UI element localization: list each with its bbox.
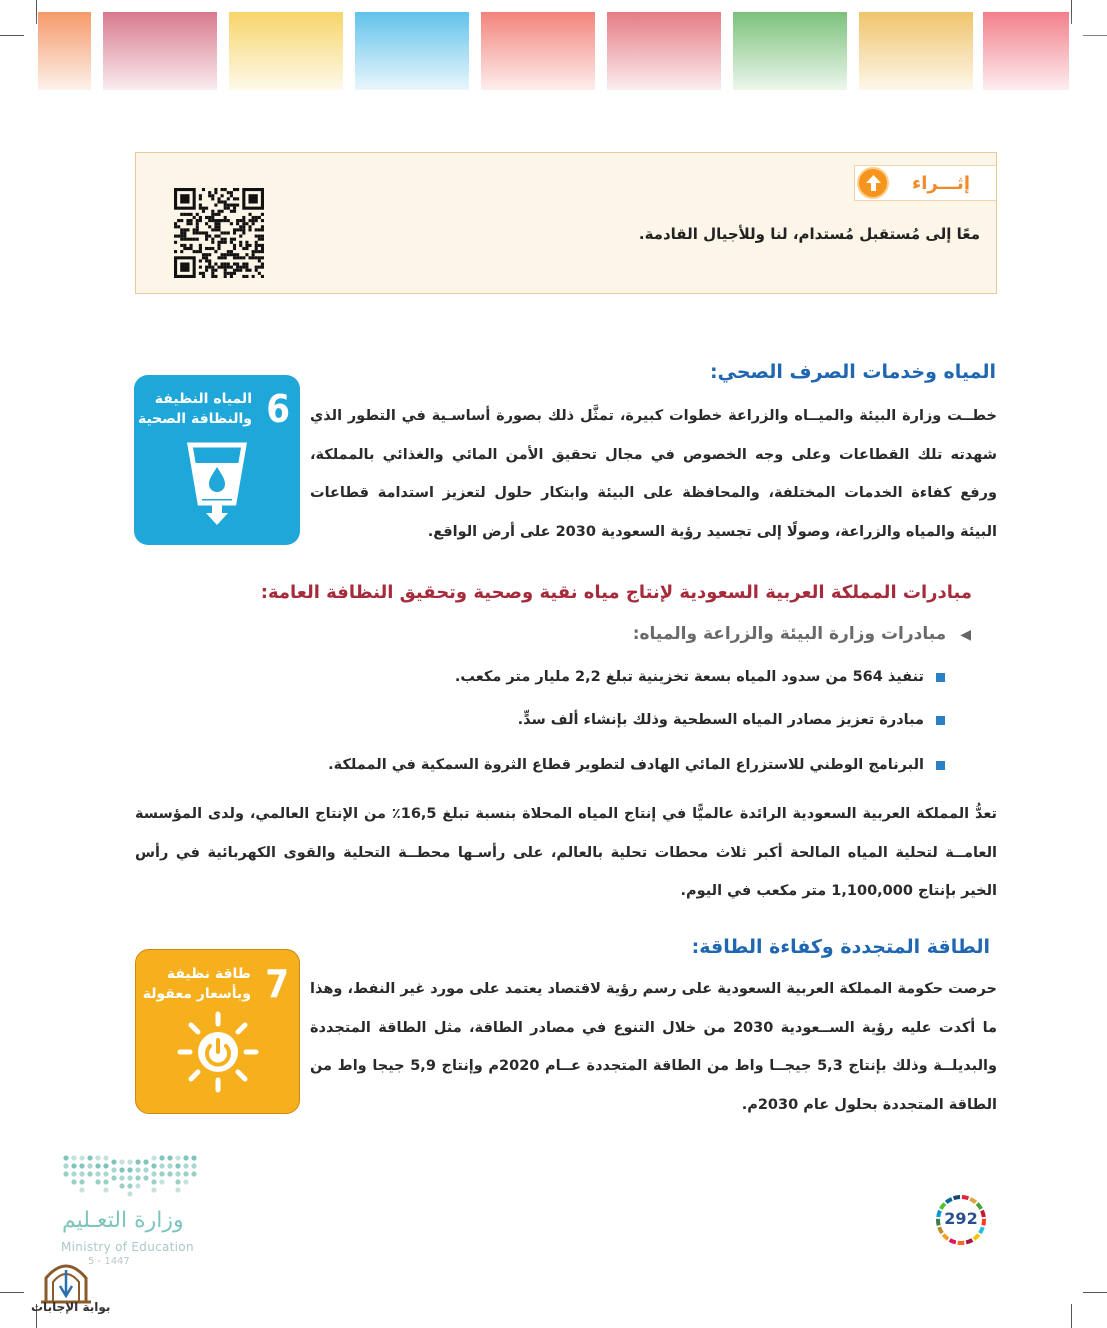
sdg-7-title-line1: طاقة نظيفة: [166, 966, 251, 982]
enrichment-text: معًا إلى مُستقبل مُستدام، لنا وللأجيال القادمة.: [638, 225, 980, 243]
bullet-item: [455, 669, 945, 685]
square-bullet-icon: [936, 716, 945, 725]
enrichment-label: إثـــراء: [912, 173, 970, 194]
enrichment-label-box: [854, 165, 996, 201]
section-heading-water: المياه وخدمات الصرف الصحي:: [710, 361, 996, 383]
crop-mark: [0, 35, 24, 36]
paragraph-desalination: تعدُّ المملكة العربية السعودية الرائدة عالميًّا في إنتاج المياه المحلاة بنسبة تبلغ 16,5٪ من الإنتاج العالمي، ولدى المؤسسة العامــة لتحلية المياه المالحة أكبر ثلاث محطات تحلية بالعالم، على رأسـها محطــة التحلية والقوى الكهربائية في رأس الخير بإنتاج 1,100,000 متر مكعب في اليوم.: [135, 806, 997, 899]
sdg-6-badge: [134, 375, 300, 545]
ministry-name-english: Ministry of Education: [61, 1240, 194, 1254]
header-fade: [36, 12, 1107, 102]
water-glass-icon: [186, 441, 248, 527]
ministry-logo-dots: [62, 1154, 198, 1198]
sdg-6-title-line1: المياه النظيفة: [154, 391, 252, 407]
sdg-7-title: [143, 964, 251, 1004]
bullet-text: البرنامج الوطني للاستزراع المائي الهادف لتطوير قطاع الثروة السمكية في المملكة.: [328, 757, 924, 773]
bullet-item: [518, 712, 945, 728]
section-heading-energy: الطاقة المتجددة وكفاءة الطاقة:: [691, 936, 990, 958]
qr-code-icon[interactable]: [174, 188, 264, 278]
bullet-text: تنفيذ 564 من سدود المياه بسعة تخزينية تبلغ 2,2 مليار متر مكعب.: [454, 669, 924, 685]
square-bullet-icon: [936, 761, 945, 770]
page-number-badge: [934, 1193, 988, 1247]
section-heading-initiatives: مبادرات المملكة العربية السعودية لإنتاج مياه نقية وصحية وتحقيق النظافة العامة:: [260, 582, 972, 603]
sdg-7-title-line2: وبأسعار معقولة: [142, 986, 251, 1002]
sdg-6-title: [138, 389, 252, 429]
enrichment-box: [135, 152, 997, 294]
sdg-7-number: 7: [265, 962, 289, 1006]
sdg-7-badge: [135, 949, 300, 1114]
paragraph-water: خطــت وزارة البيئة والميــاه والزراعة خطوات كبيرة، تمثَّل ذلك بصورة أساسـية في التطور الذي شهدته تلك القطاعات وعلى وجه الخصوص في مجال تحقيق الأمن المائي والغذائي بالمملكة، ورفع كفاءة الخدمات المختلفة، والمحافظة على البيئة وابتكار حلول لتعزيز استدامة قطاعات البيئة والمياه والزراعة، وصولًا إلى تجسيد رؤية السعودية 2030 على أرض الواقع.: [310, 408, 997, 540]
subheading-ministry-text: مبادرات وزارة البيئة والزراعة والمياه:: [632, 624, 947, 644]
sdg-6-title-line2: والنظافة الصحية: [137, 411, 252, 427]
bullet-text: مبادرة تعزيز مصادر المياه السطحية وذلك بإنشاء ألف سدٍّ.: [517, 712, 924, 728]
square-bullet-icon: [936, 673, 945, 682]
page-number: 292: [944, 1209, 978, 1228]
crop-mark: [1083, 1292, 1107, 1293]
sdg-6-number: 6: [266, 387, 290, 431]
bullet-item: [328, 757, 945, 773]
ministry-year: 5 - 1447: [88, 1256, 130, 1267]
subheading-ministry: [633, 624, 971, 644]
triangle-left-icon: ◀: [960, 627, 971, 643]
crop-mark: [1071, 1304, 1072, 1328]
ministry-name-arabic: وزارة التعـليم: [62, 1208, 184, 1233]
answers-portal-text: بوابة الإجابات: [31, 1300, 111, 1314]
paragraph-energy: حرصت حكومة المملكة العربية السعودية على رسم رؤية لاقتصاد يعتمد على مورد غير النفط، وهذا ما أكدت عليه رؤية الســعودية 2030 من خلال التنوع في مصادر الطاقة، مثل الطاقة المتجددة والبديلــة وذلك بإنتاج 5,3 جيجــا واط من الطاقة المتجددة عــام 2020م وإنتاج 5,9 جيجا واط من الطاقة المتجددة بحلول عام 2030م.: [310, 981, 998, 1113]
crop-mark: [0, 1292, 24, 1293]
sun-power-icon: [176, 1010, 260, 1094]
arrow-up-icon: [857, 167, 889, 199]
